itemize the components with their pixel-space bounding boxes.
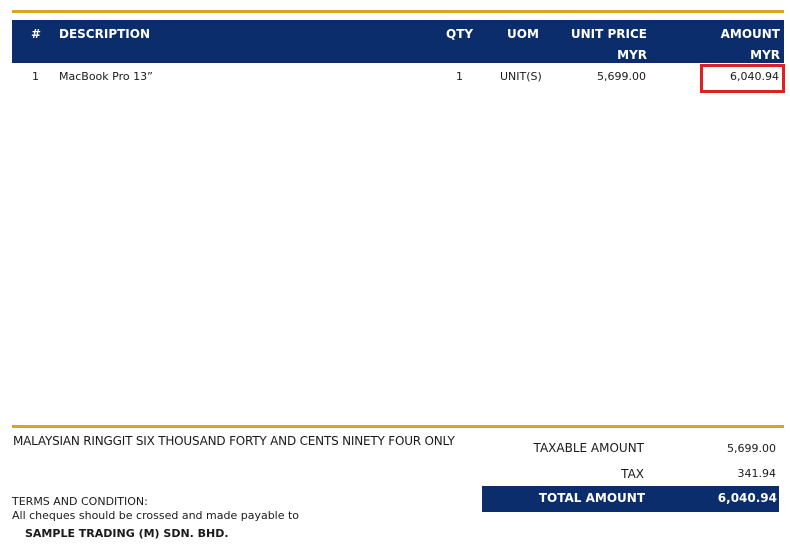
tax-label: TAX <box>621 467 644 481</box>
taxable-amount-label: TAXABLE AMOUNT <box>533 441 644 455</box>
table-header <box>12 20 784 63</box>
header-number: # <box>31 27 42 41</box>
header-qty: QTY <box>446 27 474 41</box>
header-description: DESCRIPTION <box>59 27 151 41</box>
header-unit-price: UNIT PRICE <box>570 27 647 41</box>
header-amount-currency: MYR <box>750 48 780 62</box>
amount-in-words: MALAYSIAN RINGGIT SIX THOUSAND FORTY AND CENTS NINETY FOUR ONLY <box>13 434 455 448</box>
total-amount-value: 6,040.94 <box>717 491 777 505</box>
tax-value: 341.94 <box>737 467 776 480</box>
terms-title: TERMS AND CONDITION: <box>12 495 148 508</box>
header-unit-price-currency: MYR <box>617 48 647 62</box>
company-name: SAMPLE TRADING (M) SDN. BHD. <box>25 527 229 540</box>
header-uom: UOM <box>507 27 539 41</box>
row-number: 1 <box>32 70 39 83</box>
bottom-divider <box>12 425 784 428</box>
terms-text: All cheques should be crossed and made payable to <box>12 509 300 522</box>
row-description: MacBook Pro 13” <box>59 70 153 83</box>
total-amount-bar <box>482 486 779 512</box>
header-amount: AMOUNT <box>720 27 780 41</box>
top-divider <box>12 10 784 13</box>
row-uom: UNIT(S) <box>500 70 542 83</box>
amount-highlight-box <box>700 64 785 93</box>
taxable-amount-value: 5,699.00 <box>727 442 776 455</box>
row-unit-price: 5,699.00 <box>597 70 646 83</box>
row-qty: 1 <box>456 70 463 83</box>
total-amount-label: TOTAL AMOUNT <box>538 491 645 505</box>
row-amount: 6,040.94 <box>730 70 779 83</box>
